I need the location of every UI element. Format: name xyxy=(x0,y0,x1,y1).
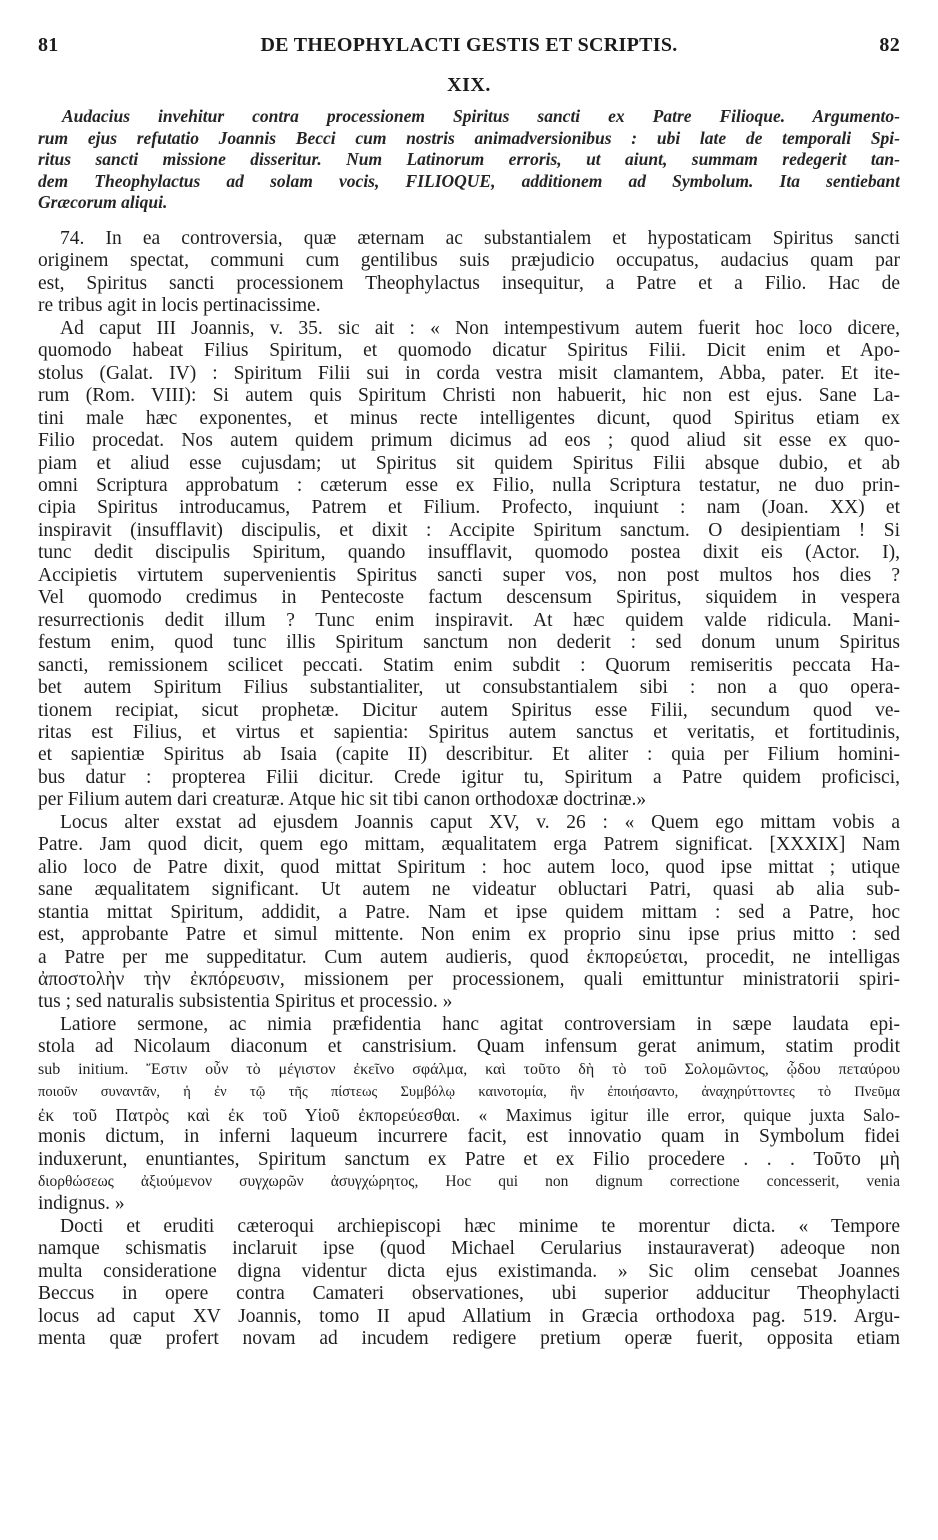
text-line: menta quæ profert novam ad incudem redigere pretium operæ fuerit, opposita etiam xyxy=(38,1328,900,1350)
text-line: bus datur : propterea Filii dicitur. Crede igitur tu, Spiritum a Patre quidem proficisci, xyxy=(38,766,900,788)
text-line: piam et aliud esse cujusdam; ut Spiritus sit quidem Spiritus Filii absque dubio, et ab xyxy=(38,452,900,474)
text-line: quomodo habeat Filius Spiritum, et quomodo dicatur Spiritus Filii. Dicit enim et Apo- xyxy=(38,340,900,362)
text-line: Beccus in opere contra Camateri observationes, ubi superior adducitur Theophylacti xyxy=(38,1283,900,1305)
text-line: a Patre per me suppeditatur. Cum autem audieris, quod ἐκπορεύεται, procedit, ne intelligas xyxy=(38,946,900,968)
text-line: Latiore sermone, ac nimia præfidentia hanc agitat controversiam in sæpe laudata epi- xyxy=(60,1013,900,1035)
summary-line: Græcorum aliqui. xyxy=(38,192,168,212)
text-line: cipia Spiritus introducamus, Patrem et Filium. Profecto, inquiunt : nam (Joan. XX) et xyxy=(38,497,900,519)
text-line: alio loco de Patre dixit, quod mittat Spiritum : hoc autem loco, quod ipse mittat ; utique xyxy=(38,856,900,878)
text-line: stolus (Galat. IV) : Spiritum Filii sui in corda vestra misit clamantem, Abba, pater. Et ite- xyxy=(38,362,900,384)
body-text xyxy=(38,228,900,1351)
text-line: est, Spiritus sancti processionem Theophylactus insequitur, a Patre et a Filio. Hac de xyxy=(38,272,900,294)
text-line: sane æqualitatem significant. Ut autem ne videatur obluctari Patri, quasi ab alia sub- xyxy=(38,879,900,901)
text-line: originem spectat, communi cum gentilibus suis præjudicio occupatus, audacius quam par xyxy=(38,250,900,272)
text-line: tini male hæc exponentes, et minus recte intelligentes dicunt, quod Spiritus etiam ex xyxy=(38,407,900,429)
text-line: Ad caput III Joannis, v. 35. sic ait : « Non intempestivum autem fuerit hoc loco dicere, xyxy=(60,317,900,339)
text-line: Locus alter exstat ad ejusdem Joannis caput XV, v. 26 : « Quem ego mittam vobis a xyxy=(60,811,900,833)
text-line: induxerunt, enuntiantes, Spiritum sanctum ex Patre et ex Filio procedere . . . Τοῦτο μὴ xyxy=(38,1148,900,1170)
text-line: ritas est Filius, et virtus et sapientia: Spiritus autem sanctus et veritatis, et fortitudinis, xyxy=(38,721,900,743)
page-number-left: 81 xyxy=(38,34,59,56)
paragraph-epistola xyxy=(38,1014,900,1216)
text-line: re tribus agit in locis pertinacissime. xyxy=(38,295,321,317)
text-line: est, approbante Patre et simul mittente. Non enim ex proprio sinu ipse prius mitto : sed xyxy=(38,924,900,946)
text-line: Docti et eruditi cæteroqui archiepiscopi hæc minime te morentur dicta. « Tempore xyxy=(60,1215,900,1237)
text-line: locus ad caput XV Joannis, tomo II apud Allatium in Græcia orthodoxa pag. 519. Argu- xyxy=(38,1305,900,1327)
page-number-right: 82 xyxy=(879,34,900,56)
book-page xyxy=(38,0,900,1540)
text-line: ἀποστολὴν τὴν ἐκπόρευσιν, missionem per processionem, quali emittuntur ministratorii spiri- xyxy=(38,968,900,990)
paragraph-caput-xv xyxy=(38,812,900,1014)
text-line: et sapientiæ Spiritus ab Isaia (capite II) describitur. Et aliter : quia per Filium homini- xyxy=(38,744,900,766)
text-line: Filio procedat. Nos autem quidem primum dicimus ad eos ; quod aliud sit esse ex quo- xyxy=(38,430,900,452)
running-head xyxy=(38,34,900,64)
text-line: tunc dedit discipulis Spiritum, quando insufflavit, quomodo postea dixit eis (Actor. I), xyxy=(38,542,900,564)
text-line: stantia mittat Spiritum, addidit, a Patre. Nam et ipse quidem mittam : sed a Patre, hoc xyxy=(38,901,900,923)
summary-line: Audacius invehitur contra processionem Spiritus sancti ex Patre Filioque. Argumento- xyxy=(62,106,900,126)
text-line: tionem recipiat, sicut prophetæ. Dicitur autem Spiritus esse Filii, secundum quod ve- xyxy=(38,699,900,721)
summary-line: dem Theophylactus ad solam vocis, FILIOQUE, additionem ad Symbolum. Ita sentiebant xyxy=(38,170,900,191)
summary-line: rum ejus refutatio Joannis Becci cum nostris animadversionibus : ubi late de temporali Spi- xyxy=(38,127,900,148)
text-line: διορθώσεως ἀξιούμενον συγχωρῶν ἀσυγχώρητος, Hoc qui non dignum correctione concesserit, venia xyxy=(38,1173,900,1191)
summary-line: ritus sancti missione disseritur. Num Latinorum erroris, ut aiunt, summam redegerit tan- xyxy=(38,149,900,169)
text-line: multa consideratione digna videntur dicta ejus existimanda. » Sic olim censebat Joannes xyxy=(38,1260,900,1282)
text-line: ἐκ τοῦ Πατρὸς καὶ ἐκ τοῦ Υἱοῦ ἐκπορεύεσθαι. « Maximus igitur ille error, quique juxta Salo- xyxy=(38,1104,900,1125)
text-line: indignus. » xyxy=(38,1193,125,1215)
text-line: ποιοῦν συναντᾶν, ἡ ἐν τῷ τῆς πίστεως Συμβόλῳ καινοτομία, ἣν ἐποιήσαντο, ἀναχηρύττοντες τὸ Πνεῦμα xyxy=(38,1084,900,1101)
text-line: 74. In ea controversia, quæ æternam ac substantialem et hypostaticam Spiritus sancti xyxy=(60,228,900,249)
text-line: namque schismatis inclaruit ipse (quod Michael Cerularius instauraverat) adeoque non xyxy=(38,1238,900,1260)
text-line: omni Scriptura approbatum : cæterum esse ex Filio, nulla Scriptura testatur, ne duo prin- xyxy=(38,474,900,496)
text-line: monis dictum, in inferni laqueum incurrere facit, est innovatio quam in Symbolum fidei xyxy=(38,1126,900,1148)
paragraph-caput-iii xyxy=(38,318,900,812)
text-line: inspiravit (insufflavit) discipulis, et dixit : Accipite Spiritum sanctum. O desipientiam ! Si xyxy=(38,519,900,541)
paragraph-docti xyxy=(38,1216,900,1351)
text-line: festum enim, quod tunc illis Spiritum sanctum non dederit : sed donum unum Spiritus xyxy=(38,632,900,654)
text-line: stola ad Nicolaum diaconum et canstrisium. Quam infensum gerat animum, statim prodit xyxy=(38,1036,900,1058)
running-title: DE THEOPHYLACTI GESTIS ET SCRIPTIS. xyxy=(260,34,678,56)
text-line: resurrectionis dedit illum ? Tunc enim inspiravit. At hæc quidem valde ridicula. Mani- xyxy=(38,609,900,631)
text-line: Patre. Jam quod dicit, quem ego mittam, æqualitatem erga Patrem significat. [XXXIX] Nam xyxy=(38,834,900,856)
text-line: per Filium autem dari creaturæ. Atque hic sit tibi canon orthodoxæ doctrinæ.» xyxy=(38,789,647,811)
text-line: Accipietis virtutem supervenientis Spiritus sancti super vos, non post multos hos dies ? xyxy=(38,564,900,586)
text-line: bet autem Spiritum Filius substantialiter, ut consubstantialem sibi : non a quo opera- xyxy=(38,677,900,699)
text-line: sancti, remissionem scilicet peccati. Statim enim subdit : Quorum remiseritis peccata Ha- xyxy=(38,654,900,676)
section-summary xyxy=(38,106,900,214)
section-number: XIX. xyxy=(447,74,491,96)
text-line: rum (Rom. VIII): Si autem quis Spiritum Christi non habuerit, hic non est ejus. Sane La- xyxy=(38,385,900,407)
paragraph-74 xyxy=(38,228,900,318)
text-line: Vel quomodo credimus in Pentecoste factum descensum Spiritus, siquidem in vespera xyxy=(38,587,900,609)
text-line: tus ; sed naturalis subsistentia Spiritus et processio. » xyxy=(38,991,453,1013)
text-line: sub initium. Ἔστιν οὖν τὸ μέγιστον ἐκεῖνο σφάλμα, καὶ τοῦτο δὴ τὸ τοῦ Σολομῶντος, ᾧδου πεταύρου xyxy=(38,1060,900,1078)
